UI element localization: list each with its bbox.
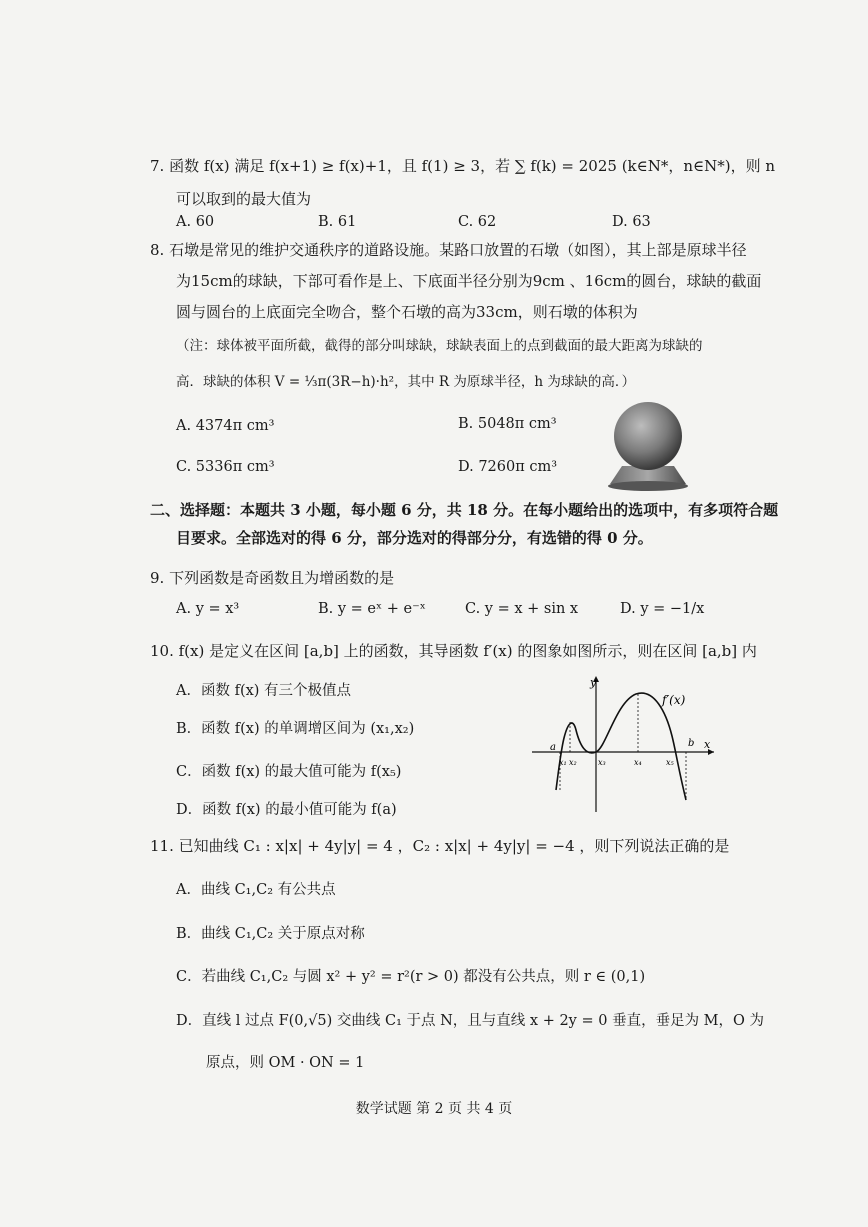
q8-note2: 高．球缺的体积 V = ⅓π(3R−h)·h²，其中 R 为原球半径，h 为球缺的高．） [176,374,636,390]
stone-pier-image [600,400,696,494]
y-axis-label: y [590,676,597,689]
q10-option-a: A．函数 f(x) 有三个极值点 [176,683,352,699]
q11-stem: 11. 已知曲线 C₁ : x|x| + 4y|y| = 4 ，C₂ : x|x| + 4y|y| = −4 ，则下列说法正确的是 [150,837,730,855]
q11-option-a: A．曲线 C₁,C₂ 有公共点 [176,882,336,898]
tick-a: a [550,742,556,753]
q11-option-b: B．曲线 C₁,C₂ 关于原点对称 [176,926,365,942]
section2-line2: 目要求。全部选对的得 6 分，部分选对的得部分分，有选错的得 0 分。 [176,529,653,547]
tick-x2: x₂ [569,758,577,767]
q7-option-b: B. 61 [318,214,357,230]
q10-option-c: C．函数 f(x) 的最大值可能为 f(x₅) [176,764,402,780]
q8-line3: 圆与圆台的上底面完全吻合，整个石墩的高为33cm，则石墩的体积为 [176,303,638,321]
q8-option-d: D. 7260π cm³ [458,459,558,475]
q8-option-c: C. 5336π cm³ [176,459,275,475]
q8-option-a: A. 4374π cm³ [176,418,275,434]
q10-option-b: B．函数 f(x) 的单调增区间为 (x₁,x₂) [176,721,415,737]
derivative-curve [556,693,686,800]
tick-x4: x₄ [634,758,642,767]
q7-option-d: D. 63 [612,214,651,230]
q8-line1: 8. 石墩是常见的维护交通秩序的道路设施。某路口放置的石墩（如图），其上部是原球半径 [150,241,747,259]
q7-option-a: A. 60 [176,214,215,230]
q9-option-b: B. y = eˣ + e⁻ˣ [318,601,426,617]
q11-option-c: C．若曲线 C₁,C₂ 与圆 x² + y² = r²(r > 0) 都没有公共点，则 r ∈ (0,1) [176,969,646,985]
q11-option-d: D．直线 l 过点 F(0,√5) 交曲线 C₁ 于点 N，且与直线 x + 2y = 0 垂直，垂足为 M，O 为 [176,1013,765,1029]
q10-stem: 10. f(x) 是定义在区间 [a,b] 上的函数，其导函数 f′(x) 的图象如图所示，则在区间 [a,b] 内 [150,642,757,660]
q9-option-d: D. y = −1/x [620,601,705,617]
q8-line2: 为15cm的球缺，下部可看作是上、下底面半径分别为9cm 、16cm的圆台，球缺的截面 [176,272,762,290]
tick-b: b [688,738,695,749]
q9-option-a: A. y = x³ [176,601,240,617]
tick-x3: x₃ [598,758,606,767]
x-axis-label: x [704,738,711,751]
q11-option-d-continued: 原点，则 OM · ON = 1 [206,1055,365,1071]
tick-x1: x₁ [559,758,567,767]
tick-x5: x₅ [666,758,674,767]
q7-line1: 7. 函数 f(x) 满足 f(x+1) ≥ f(x)+1，且 f(1) ≥ 3，若 ∑ f(k) = 2025 (k∈N*，n∈N*)，则 n [150,157,776,175]
page-footer: 数学试题 第 2 页 共 4 页 [355,1101,513,1117]
curve-label: f′(x) [662,693,686,707]
q9-stem: 9. 下列函数是奇函数且为增函数的是 [150,569,395,587]
derivative-graph [528,672,718,814]
q7-option-c: C. 62 [458,214,497,230]
q8-option-b: B. 5048π cm³ [458,416,557,432]
q7-line2: 可以取到的最大值为 [176,190,312,208]
q9-option-c: C. y = x + sin x [465,601,579,617]
section2-line1: 二、选择题：本题共 3 小题，每小题 6 分，共 18 分。在每小题给出的选项中，有多项符合题 [150,501,779,519]
q10-option-d: D．函数 f(x) 的最小值可能为 f(a) [176,802,397,818]
q8-note1: （注：球体被平面所截，截得的部分叫球缺，球缺表面上的点到截面的最大距离为球缺的 [176,338,703,354]
